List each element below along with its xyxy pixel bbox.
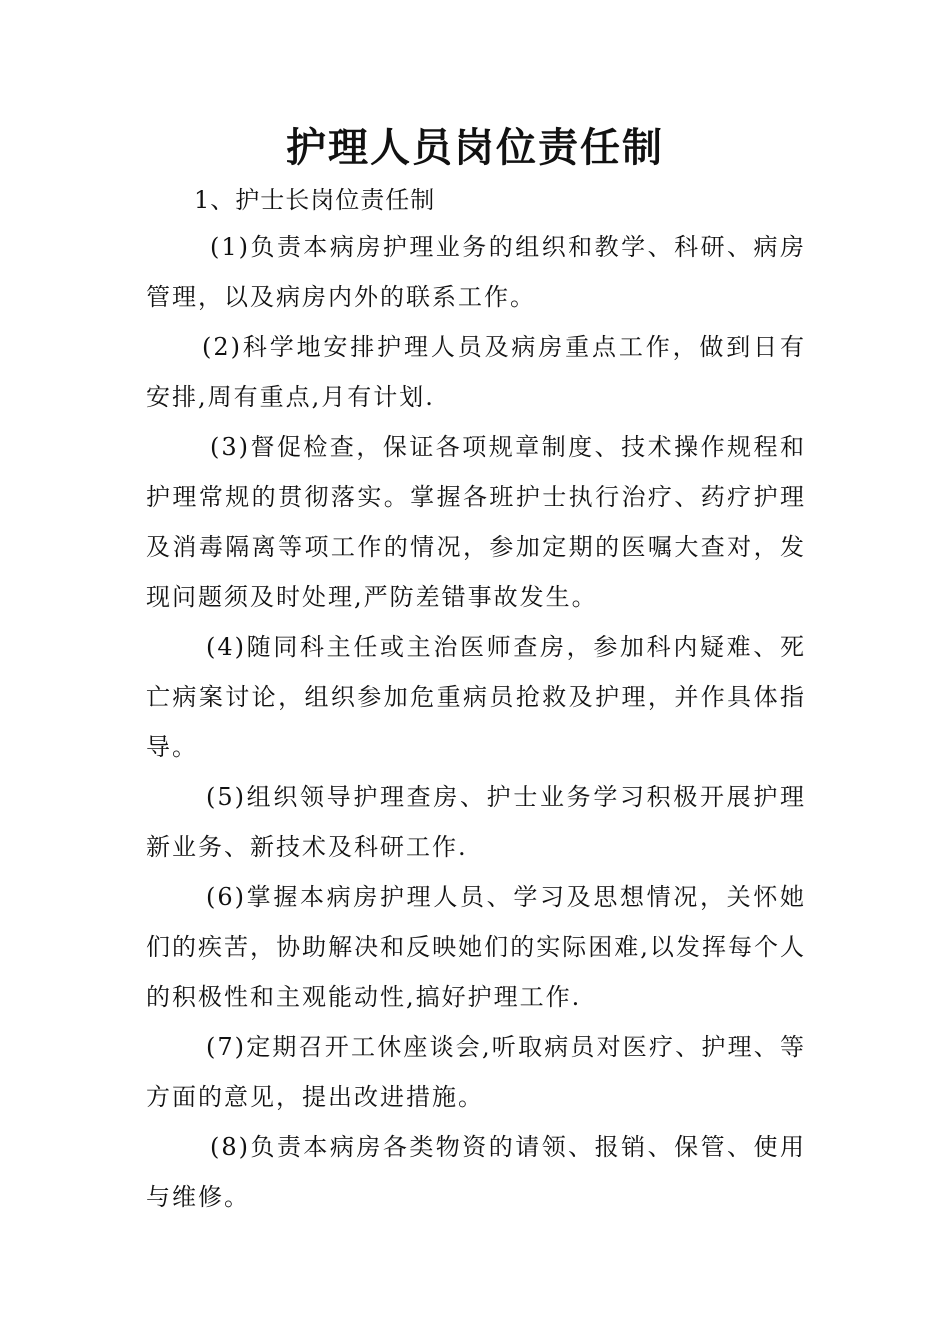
paragraph-6: (6)掌握本病房护理人员、学习及思想情况，关怀她们的疾苦，协助解决和反映她们的实际困难,以发挥每个人的积极性和主观能动性,搞好护理工作. <box>146 883 806 1011</box>
section-heading: 1、护士长岗位责任制 <box>194 186 436 214</box>
paragraph-2: (2)科学地安排护理人员及病房重点工作，做到日有安排,周有重点,月有计划. <box>146 333 806 411</box>
paragraph-5: (5)组织领导护理查房、护士业务学习积极开展护理新业务、新技术及科研工作. <box>146 783 806 861</box>
document-title: 护理人员岗位责任制 <box>286 124 664 171</box>
paragraph-3: (3)督促检查，保证各项规章制度、技术操作规程和护理常规的贯彻落实。掌握各班护士执行治疗、药疗护理及消毒隔离等项工作的情况，参加定期的医嘱大查对，发现问题须及时处理,严防差错事故发生。 <box>146 433 806 611</box>
paragraph-7: (7)定期召开工休座谈会,听取病员对医疗、护理、等方面的意见，提出改进措施。 <box>146 1033 806 1111</box>
paragraph-4: (4)随同科主任或主治医师查房，参加科内疑难、死亡病案讨论，组织参加危重病员抢救及护理，并作具体指导。 <box>146 633 806 761</box>
paragraph-1: (1)负责本病房护理业务的组织和教学、科研、病房管理，以及病房内外的联系工作。 <box>146 233 806 311</box>
paragraph-8: (8)负责本病房各类物资的请领、报销、保管、使用与维修。 <box>146 1133 806 1211</box>
